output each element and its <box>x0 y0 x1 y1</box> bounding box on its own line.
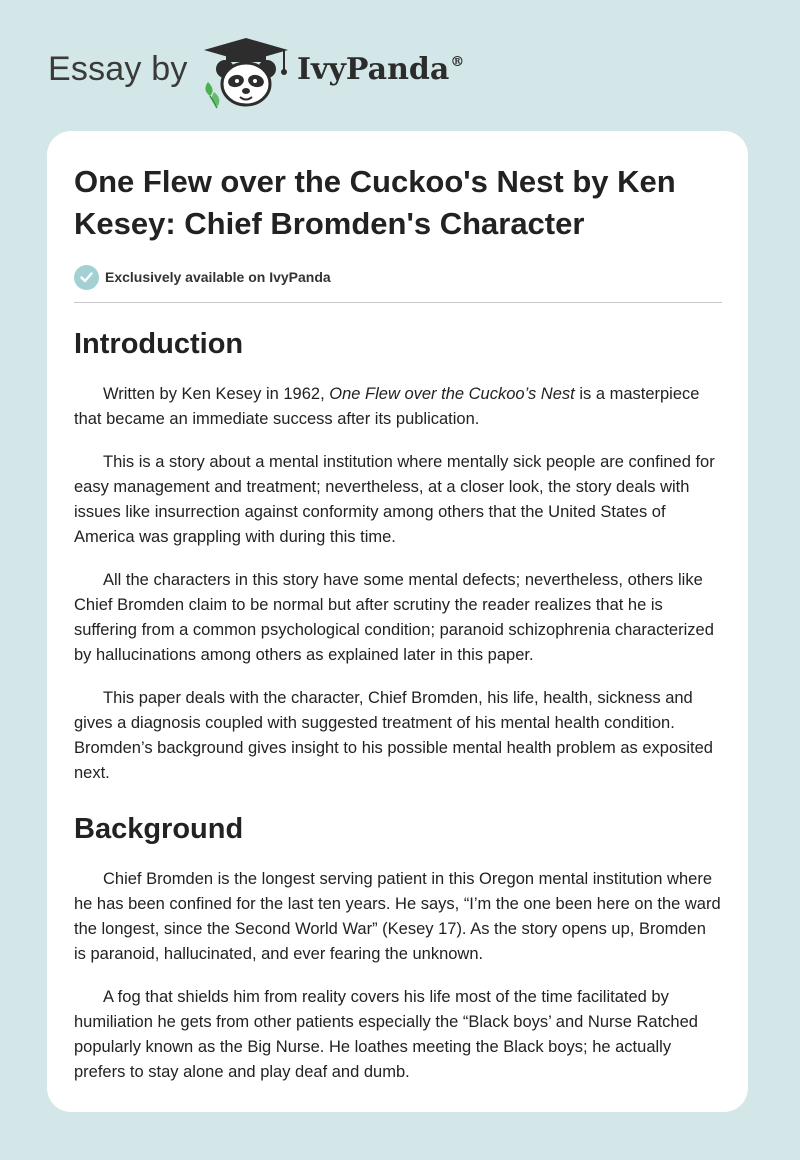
book-title-italic: One Flew over the Cuckoo’s Nest <box>329 385 575 403</box>
checkmark-icon <box>74 265 99 290</box>
paragraph: This is a story about a mental institution where mentally sick people are confined for easy management and treatment; nevertheless, at a closer look, the story deals with issues like insurrection against conformity among others that the United States of America was grappling with during this time. <box>74 453 715 546</box>
essay-card <box>47 131 748 1112</box>
site-header <box>0 0 800 130</box>
divider <box>74 302 722 303</box>
brand-name[interactable]: IvyPanda® <box>297 52 465 87</box>
paragraph: All the characters in this story have some mental defects; nevertheless, others like Chief Bromden claim to be normal but after scrutiny the reader realizes that he is suffering from a common psychological condition; paranoid schizophrenia characterized by hallucinations among others as explained later in this paper. <box>74 571 714 664</box>
paragraph: Chief Bromden is the longest serving patient in this Oregon mental institution where he has been confined for the last ten years. He says, “I’m the one been here on the ward the longest, since the Second World War” (Kesey 17). As the story opens up, Bromden is paranoid, hallucinated, and ever fearing the unknown. <box>74 870 721 963</box>
section-heading-introduction: Introduction <box>74 328 244 360</box>
paragraph: This paper deals with the character, Chief Bromden, his life, health, sickness and gives a diagnosis coupled with suggested treatment of his mental health condition. Bromden’s background gives insight to his possible mental health problem as exposited next. <box>74 689 713 782</box>
essay-title: One Flew over the Cuckoo's Nest by Ken Kesey: Chief Bromden's Character <box>74 164 676 241</box>
paragraph: A fog that shields him from reality covers his life most of the time facilitated by humiliation he gets from other patients especially the “Black boys’ and Nurse Ratched popularly known as the Big Nurse. He loathes meeting the Black boys; he actually prefers to stay alone and play deaf and dumb. <box>74 988 698 1081</box>
exclusive-label: Exclusively available on IvyPanda <box>105 269 331 285</box>
exclusive-badge <box>74 263 722 291</box>
paragraph: Written by Ken Kesey in 1962, One Flew over the Cuckoo’s Nest is a masterpiece that became an immediate success after its publication. <box>74 385 700 428</box>
registered-mark: ® <box>450 54 465 70</box>
section-heading-background: Background <box>74 813 244 845</box>
panda-graduate-logo-icon[interactable] <box>200 36 292 110</box>
essay-content <box>74 161 722 1085</box>
essay-by-label: Essay by <box>48 50 188 88</box>
